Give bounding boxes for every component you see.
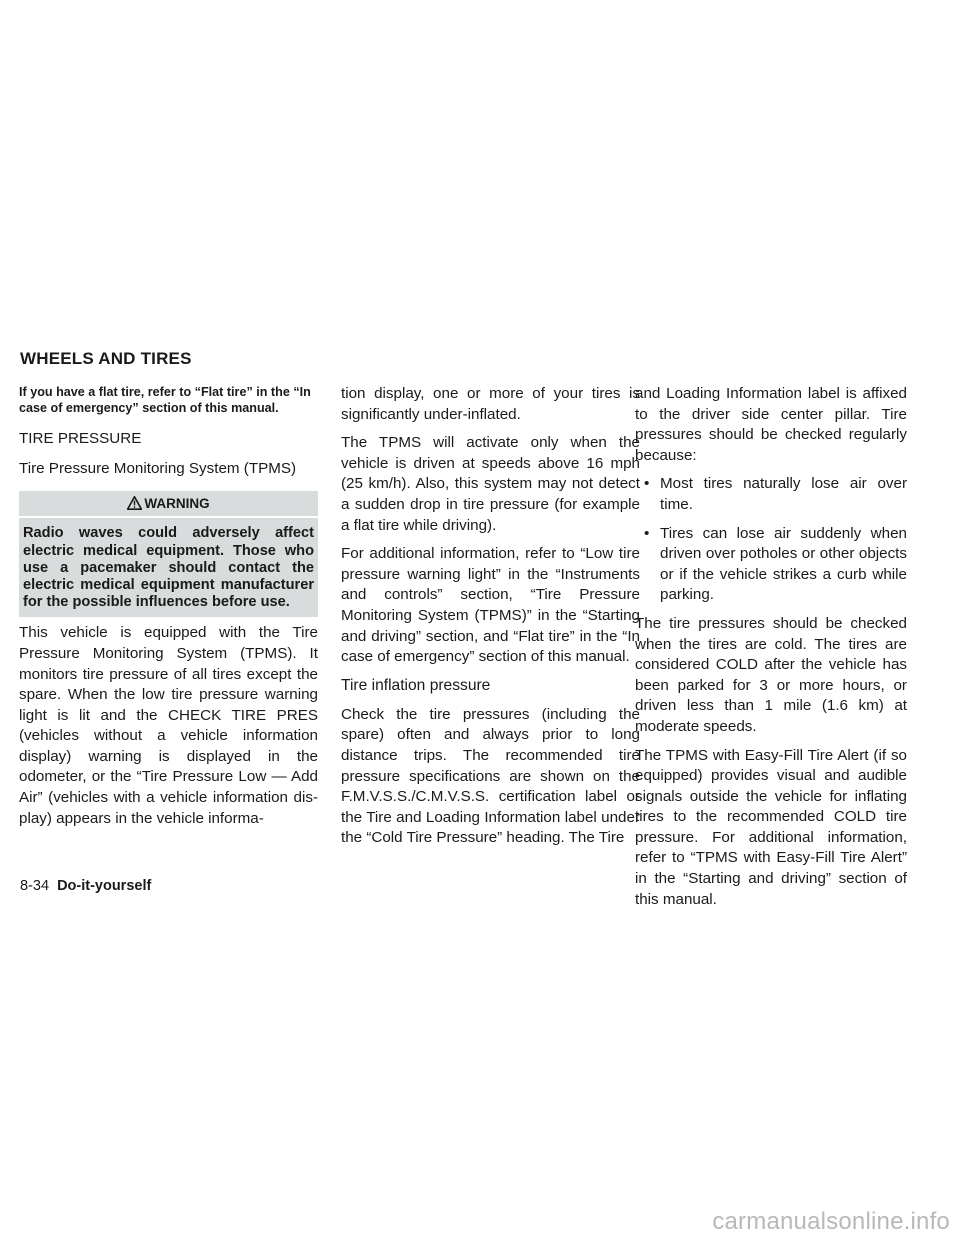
- paragraph: The TPMS will activate only when the vehicle is driven at speeds above 16 mph (25 km/h). Also, this system may not detect a sudden drop in tire pressure (for example a flat tire while driving).: [341, 434, 640, 534]
- paragraph: The tire pressures should be checked when the tires are cold. The tires are considered COLD after the vehicle has been parked for 3 or more hours, or driven less than 1 mile (1.6 km) at moderate speeds.: [635, 614, 907, 735]
- column-2: [341, 384, 640, 857]
- watermark: carmanualsonline.info: [712, 1208, 950, 1235]
- warning-triangle-icon: [127, 496, 142, 510]
- heading-tire-pressure: TIRE PRESSURE: [19, 429, 142, 447]
- intro-note: If you have a flat tire, refer to “Flat tire” in the “In case of emergency” section of this manual.: [19, 385, 311, 416]
- column-1: [19, 384, 318, 837]
- heading-tire-inflation-pressure: Tire inflation pressure: [341, 676, 491, 694]
- list-item: [635, 474, 907, 515]
- list-item-text: Tires can lose air suddenly when driven over potholes or other objects or if the vehicle strikes a curb while parking.: [660, 524, 907, 604]
- bullet-icon: •: [644, 475, 650, 493]
- warning-title: WARNING: [144, 496, 210, 512]
- paragraph: Check the tire pressures (including the spare) often and always prior to long distance trips. The recommended tire pressure specifications are shown on the F.M.V.S.S./C.M.V.S.S. certification label or the Tire and Loading Information label under the “Cold Tire Pressure” heading. The Tire: [341, 705, 640, 847]
- warning-text: Radio waves could adversely affect electric medical equipment. Those who use a pacemaker should contact the electric medical equipment manufacturer for the possible influences before use.: [23, 525, 314, 611]
- paragraph: The TPMS with Easy-Fill Tire Alert (if so equipped) provides visual and audible signals outside the vehicle for inflating tires to the recommended COLD tire pressure. For additional information, refer to “TPMS with Easy-Fill Tire Alert” in the “Starting and driving” section of this manual.: [635, 746, 907, 908]
- column-3: [635, 384, 907, 918]
- page-footer: [20, 878, 151, 894]
- heading-tpms: Tire Pressure Monitoring System (TPMS): [19, 459, 297, 477]
- warning-header: [19, 491, 318, 518]
- warning-box: [19, 491, 318, 617]
- paragraph: For additional information, refer to “Low tire pressure warning light” in the “Instruments and controls” section, “Tire Pressure Monitoring System (TPMS)” in the “Starting and driving” section, and “Flat tire” in the “In case of emergency” section of this manual.: [341, 545, 640, 666]
- page-number: 8-34: [20, 878, 50, 894]
- paragraph: This vehicle is equipped with the Tire Pressure Monitoring System (TPMS). It monitors tire pressure of all tires except the spare. When the low tire pressure warning light is lit and the CHECK TIRE PRES (vehicles without a vehicle information display) warning is displayed in the odometer, or the “Tire Pressure Low — Add Air” (vehicles with a vehicle information display) appears in the vehicle informa-: [19, 624, 318, 827]
- chapter-name: Do-it-yourself: [57, 878, 152, 894]
- paragraph: and Loading Information label is affixed to the driver side center pillar. Tire pressures should be checked regularly because:: [635, 385, 907, 464]
- list-item-text: Most tires naturally lose air over time.: [660, 475, 907, 513]
- section-title: WHEELS AND TIRES: [20, 349, 192, 368]
- list-item: [635, 524, 907, 606]
- bullet-icon: •: [644, 524, 650, 542]
- paragraph: tion display, one or more of your tires is significantly under-inflated.: [341, 385, 640, 423]
- bullet-list: [635, 474, 907, 606]
